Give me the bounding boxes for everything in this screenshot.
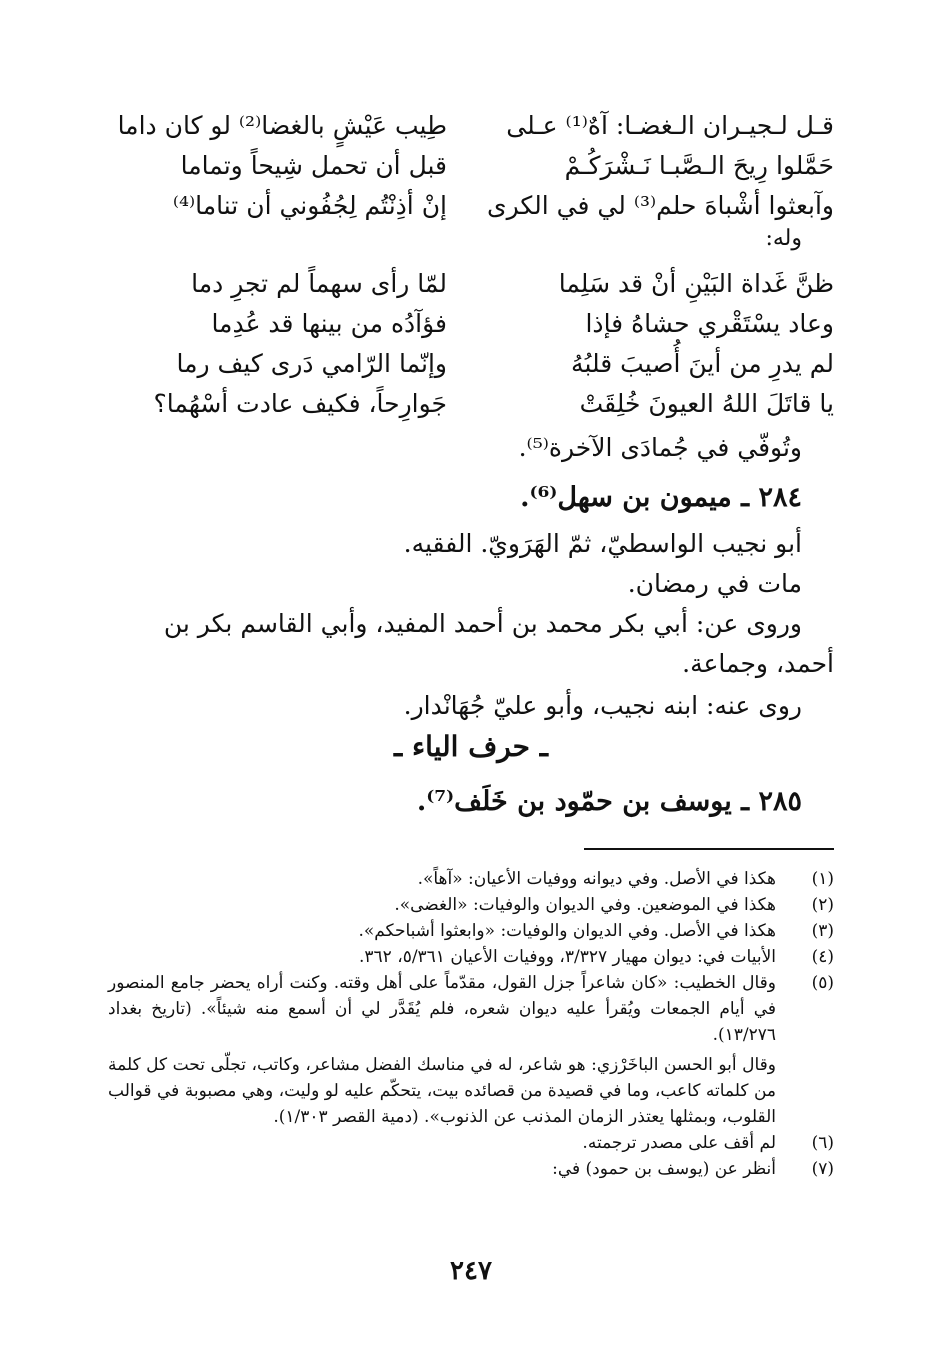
poem1-first-hemistichs bbox=[487, 106, 834, 226]
verse-line: حَمَّلوا رِيحَ الـصَّبـا نَـشْرَكُـمْ bbox=[564, 151, 834, 180]
verse-line: قـل لـجيـران الـغضـا: آهٌ⁽¹⁾ عـلى bbox=[506, 111, 834, 140]
footnote bbox=[108, 918, 834, 944]
entry-name: ـ يوسف بن حمّود بن خَلَف⁽⁷⁾. bbox=[416, 786, 750, 817]
footnote-number: (٤) bbox=[811, 947, 834, 967]
footnote-divider bbox=[584, 848, 834, 850]
footnote-text: هكذا في الموضعين. وفي الديوان والوفيات: «الغضى». bbox=[394, 895, 776, 915]
page-number: ٢٤٧ bbox=[450, 1256, 492, 1286]
footnote-text: الأبيات في: ديوان مهيار ٣/٣٢٧، ووفيات الأعيان ٥/٣٦١، ٣٦٢. bbox=[358, 947, 776, 967]
entry-narrated-by: روى عنه: ابنه نجيب، وأبو عليّ جُهَانْدار. bbox=[403, 691, 802, 720]
poem2-second-hemistichs bbox=[107, 264, 447, 424]
entry-heading-284 bbox=[520, 478, 802, 518]
entry-number: ٢٨٥ bbox=[758, 786, 802, 817]
footnote bbox=[108, 892, 834, 918]
footnotes bbox=[108, 866, 834, 1182]
verse-line: إنْ أذِنْتُم لِجُفُوني أن تناما⁽⁴⁾ bbox=[172, 191, 447, 220]
footnote-text: لم أقف على مصدر ترجمته. bbox=[582, 1133, 776, 1153]
entry-kunya: أبو نجيب الواسطيّ، ثمّ الهَرَويّ. الفقيه. bbox=[403, 529, 802, 558]
entry-name: ـ ميمون بن سهل⁽⁶⁾. bbox=[520, 482, 750, 513]
footnote-number: (١) bbox=[811, 869, 834, 889]
verse-line: لمّا رأى سهماً لم تجرِ دما bbox=[191, 269, 447, 298]
verse-line: يا قاتَلَ اللهُ العيونَ خُلِقَتْ bbox=[579, 389, 834, 418]
poem1-second-hemistichs bbox=[107, 106, 447, 226]
footnote bbox=[108, 1156, 834, 1182]
section-heading: ـ حرف الياء ـ bbox=[394, 730, 548, 763]
verse-line: ظنَّ غَداة البَيْنِ أنْ قد سَلِما bbox=[558, 269, 834, 298]
verse-line: فؤآدُه من بينها قد عُدِما bbox=[211, 309, 447, 338]
footnote bbox=[108, 970, 834, 1048]
footnote-text: هكذا في الأصل. وفي الديوان والوفيات: «وابعثوا أشباحكم». bbox=[358, 921, 776, 941]
poem2-first-hemistichs bbox=[494, 264, 834, 424]
entry-number: ٢٨٤ bbox=[758, 482, 802, 513]
verse-line: جَوارِحاً، فكيف عادت أسْهُما؟ bbox=[153, 389, 447, 418]
footnote-number: (٦) bbox=[811, 1133, 834, 1153]
footnote-text: أنظر عن (يوسف بن حمود) في: bbox=[552, 1159, 776, 1179]
death-note: وتُوفّي في جُمادَى الآخرة⁽⁵⁾. bbox=[518, 433, 802, 462]
footnote bbox=[108, 1130, 834, 1156]
entry-death: مات في رمضان. bbox=[627, 569, 802, 598]
footnote bbox=[108, 866, 834, 892]
footnote-number: (٧) bbox=[811, 1159, 834, 1179]
verse-line: طِيب عَيْشٍ بالغضا⁽²⁾ لو كان داما bbox=[117, 111, 447, 140]
verse-line: وعاد يسْتَقْري حشاهُ فإذا bbox=[585, 309, 834, 338]
footnote-number: (٢) bbox=[811, 895, 834, 915]
footnote-number: (٥) bbox=[811, 973, 834, 993]
poem-intro-label: وله: bbox=[765, 226, 802, 251]
footnote-continuation bbox=[108, 1052, 834, 1130]
verse-line: لم يدرِ من أينَ أُصيبَ قلبُهُ bbox=[571, 349, 834, 378]
footnote-text: وقال الخطيب: «كان شاعراً جزل القول، مقدّماً على أهل وقته. وكنت أراه يحضر جامع المنصور في أيام الجمعات ويُقرأ عليه ديوان شعره، فلم يُقَدَّر لي أن أسمع منه شيئاً». (تاريخ بغداد ١٣/٢٧٦). bbox=[108, 973, 776, 1045]
footnote bbox=[108, 944, 834, 970]
entry-narrated-from: وروى عن: أبي بكر محمد بن أحمد المفيد، وأبي القاسم بكر بن bbox=[163, 609, 802, 638]
verse-line: قبل أن تحمل شِيحاً وتماما bbox=[180, 151, 447, 180]
footnote-text: وقال أبو الحسن الباخَرْزي: هو شاعر، له في مناسك الفضل مشاعر، وكاتب، تجلّى تحت كل كلمة من كلماته كاعب، وما في قصيدة من قصائده بيت، يتحكّم عليه لو وليت، وهي مصبوبة في قوالب القلوب، وبمثلها يعتذر الزمان المذنب عن الذنوب». (دمية القصر ١/٣٠٣). bbox=[108, 1055, 776, 1127]
entry-heading-285 bbox=[417, 782, 802, 822]
verse-line: وإنّما الرّامي دَرى كيف رما bbox=[176, 349, 447, 378]
verse-line: وآبعثوا أشْباهَ حلم⁽³⁾ لي في الكرى bbox=[487, 191, 834, 220]
entry-narrated-from-cont: أحمد، وجماعة. bbox=[682, 649, 834, 678]
footnote-number: (٣) bbox=[811, 921, 834, 941]
footnote-text: هكذا في الأصل. وفي ديوانه ووفيات الأعيان: «آهاً». bbox=[417, 869, 776, 889]
